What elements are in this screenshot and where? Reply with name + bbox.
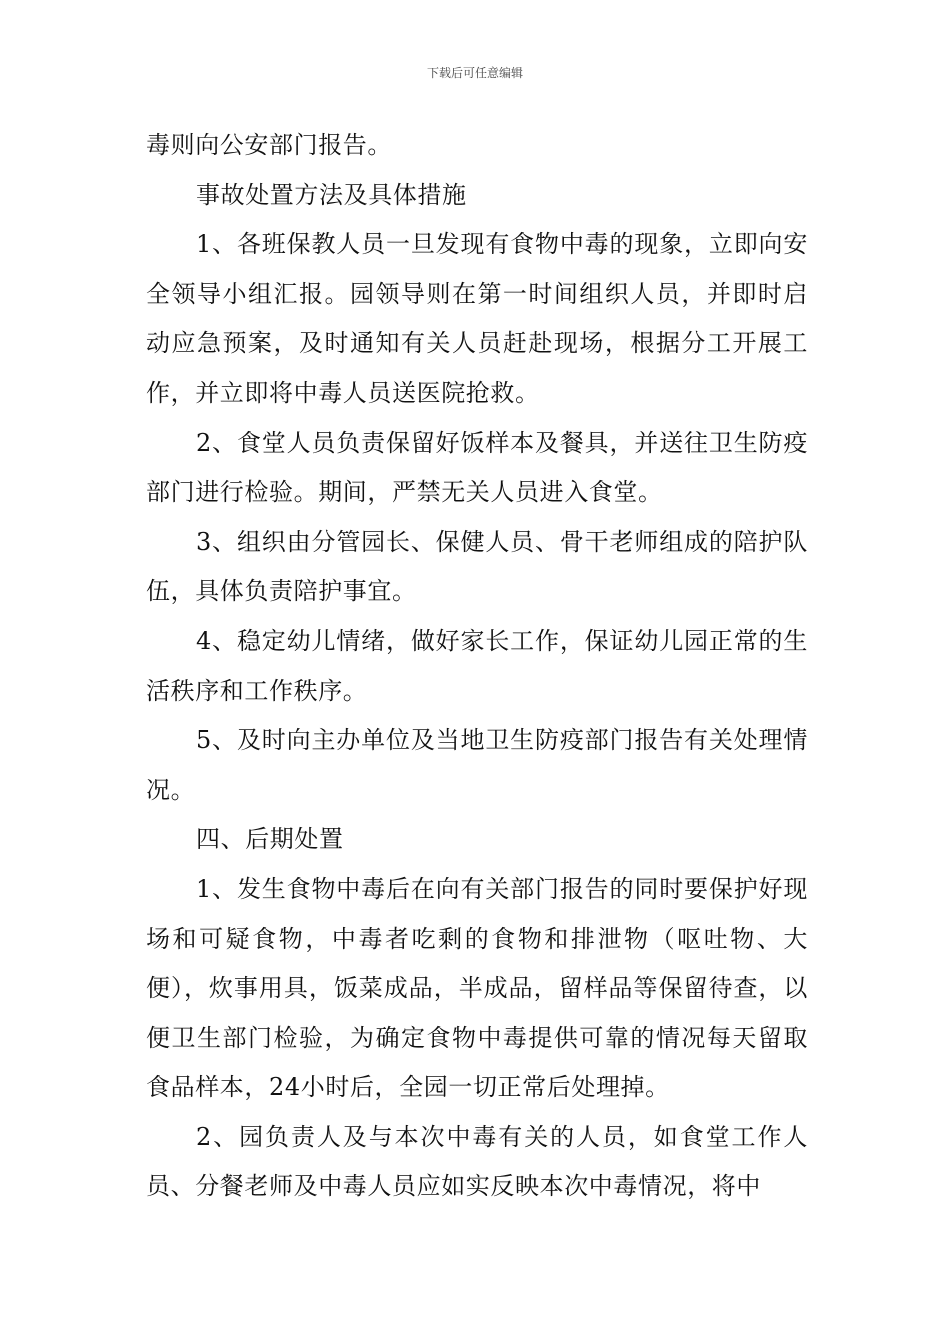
paragraph: 2、园负责人及与本次中毒有关的人员，如食堂工作人员、分餐老师及中毒人员应如实反映本次中毒情况，将中	[146, 1122, 808, 1201]
page-header: 下载后可任意编辑	[426, 66, 523, 80]
document-body	[146, 121, 808, 1212]
section-heading: 四、后期处置	[196, 825, 344, 854]
paragraph: 1、发生食物中毒后在向有关部门报告的同时要保护好现场和可疑食物，中毒者吃剩的食物和排泄物（呕吐物、大便），炊事用具，饭菜成品，半成品，留样品等保留待查，以便卫生部门检验，为确定食物中毒提供可靠的情况每天留取食品样本，24小时后，全园一切正常后处理掉。	[146, 874, 808, 1102]
paragraph: 毒则向公安部门报告。	[146, 131, 392, 159]
paragraph: 5、及时向主办单位及当地卫生防疫部门报告有关处理情况。	[146, 726, 808, 804]
section-heading: 事故处置方法及具体措施	[196, 180, 467, 209]
paragraph: 1、各班保教人员一旦发现有食物中毒的现象，立即向安全领导小组汇报。园领导则在第一时间组织人员，并即时启动应急预案，及时通知有关人员赶赴现场，根据分工开展工作，并立即将中毒人员送医院抢救。	[146, 230, 808, 407]
paragraph: 2、食堂人员负责保留好饭样本及餐具，并送往卫生防疫部门进行检验。期间，严禁无关人员进入食堂。	[146, 428, 808, 507]
paragraph: 4、稳定幼儿情绪，做好家长工作，保证幼儿园正常的生活秩序和工作秩序。	[146, 626, 808, 705]
paragraph: 3、组织由分管园长、保健人员、骨干老师组成的陪护队伍，具体负责陪护事宜。	[146, 527, 808, 606]
